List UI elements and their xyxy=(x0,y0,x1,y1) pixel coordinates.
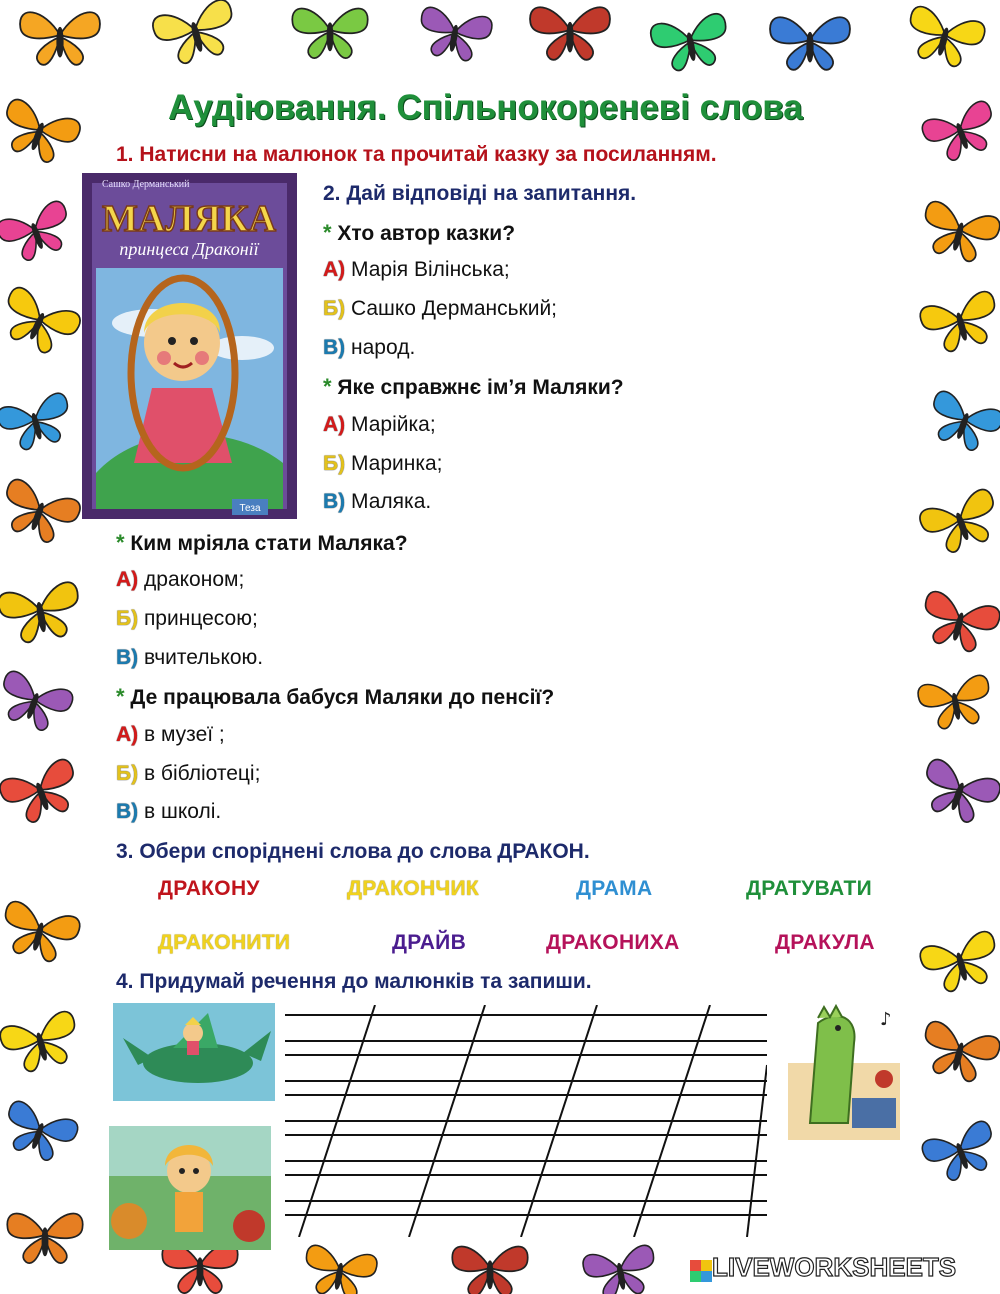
question-1-option-b[interactable]: Б) Сашко Дерманський; xyxy=(323,297,558,320)
asterisk-icon: * xyxy=(116,530,125,555)
question-2-text: Яке справжнє ім’я Маляки? xyxy=(337,376,624,399)
word-option[interactable]: ДРАКУЛА xyxy=(775,931,875,954)
book-publisher-label: Теза xyxy=(239,503,261,514)
question-4-option-a[interactable]: А) в музеї ; xyxy=(116,723,225,746)
word-option[interactable]: ДРАКОНЧИК xyxy=(347,877,479,900)
liveworksheets-logo xyxy=(690,1252,956,1283)
word-option[interactable]: ДРАЙВ xyxy=(392,931,467,954)
book-author-label: Сашко Дерманський xyxy=(102,179,190,190)
svg-text:♪: ♪ xyxy=(880,1009,892,1030)
question-2 xyxy=(323,374,624,400)
asterisk-icon: * xyxy=(323,220,332,245)
page-title: Аудіювання. Спільнокореневі слова xyxy=(168,88,803,127)
word-option[interactable]: ДРАКОНИХА xyxy=(546,931,680,954)
question-3-option-b[interactable]: Б) принцесою; xyxy=(116,607,258,630)
book-subtitle-label: принцеса Драконії xyxy=(119,239,259,259)
task-3-instruction: 3. Обери споріднені слова до слова ДРАКОН. xyxy=(116,840,590,863)
task-1-instruction: 1. Натисни на малюнок та прочитай казку за посиланням. xyxy=(116,143,717,166)
question-4-option-c[interactable]: В) в школі. xyxy=(116,800,222,823)
logo-badge-icon xyxy=(690,1258,712,1280)
book-cover-link[interactable] xyxy=(82,173,297,519)
question-4-option-b[interactable]: Б) в бібліотеці; xyxy=(116,762,261,785)
sentence-writing-area[interactable] xyxy=(285,1005,767,1237)
dragon-picture xyxy=(113,1003,275,1101)
question-4-text: Де працювала бабуся Маляки до пенсії? xyxy=(130,686,555,709)
word-option[interactable]: ДРАКОНИТИ xyxy=(158,931,291,954)
question-3-option-c[interactable]: В) вчителькою. xyxy=(116,646,264,669)
question-1-option-c[interactable]: В) народ. xyxy=(323,336,416,359)
task-2-instruction: 2. Дай відповіді на запитання. xyxy=(323,182,637,205)
word-option[interactable]: ДРАМА xyxy=(576,877,653,900)
girl-picture xyxy=(109,1126,271,1250)
question-2-option-b[interactable]: Б) Маринка; xyxy=(323,452,443,475)
asterisk-icon: * xyxy=(116,684,125,709)
question-1 xyxy=(323,220,515,246)
book-cover-image xyxy=(82,173,297,519)
question-3-option-a[interactable]: А) драконом; xyxy=(116,568,245,591)
question-2-option-c[interactable]: В) Маляка. xyxy=(323,490,432,513)
logo-text: LIVEWORKSHEETS xyxy=(712,1252,957,1282)
question-4 xyxy=(116,684,554,710)
asterisk-icon: * xyxy=(323,374,332,399)
question-2-option-a[interactable]: А) Марійка; xyxy=(323,413,436,436)
dragon-piano-picture xyxy=(788,1003,900,1140)
task-4-instruction: 4. Придумай речення до малюнків та запиши. xyxy=(116,970,592,993)
question-1-text: Хто автор казки? xyxy=(337,222,516,245)
word-option[interactable]: ДРАКОНУ xyxy=(158,877,260,900)
question-3-text: Ким мріяла стати Маляка? xyxy=(130,532,408,555)
question-3 xyxy=(116,530,408,556)
question-1-option-a[interactable]: А) Марія Вілінська; xyxy=(323,258,510,281)
book-title-label: МАЛЯКА xyxy=(101,198,277,240)
word-option[interactable]: ДРАТУВАТИ xyxy=(746,877,872,900)
